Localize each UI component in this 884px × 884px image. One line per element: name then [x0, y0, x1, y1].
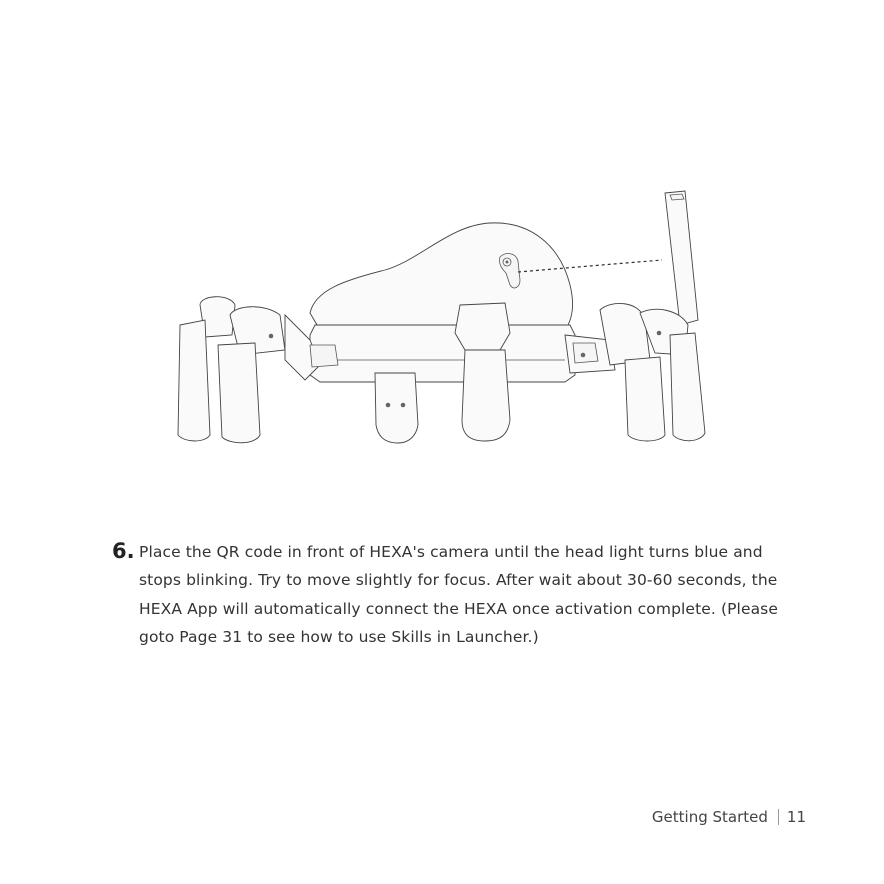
- footer-divider: [778, 809, 779, 825]
- robot-leg-front-middle: [375, 373, 418, 443]
- phone-icon: [665, 191, 698, 325]
- footer-section-title: Getting Started: [651, 808, 768, 826]
- page-footer: [652, 808, 806, 826]
- step-text: Place the QR code in front of HEXA's camera until the head light turns blue and stops blinking. Try to move slightly for focus. After wait about 30-60 seconds, the HEXA App will automatically connect the HEXA once activation complete. (Please goto Page 31 to see how to use Skills in Launcher.): [139, 543, 778, 646]
- hexa-robot-illustration: [170, 185, 715, 450]
- robot-body: [310, 325, 575, 382]
- footer-page-number: 11: [786, 808, 806, 826]
- robot-head-dome: [310, 223, 572, 330]
- step-number: 6.: [112, 539, 135, 563]
